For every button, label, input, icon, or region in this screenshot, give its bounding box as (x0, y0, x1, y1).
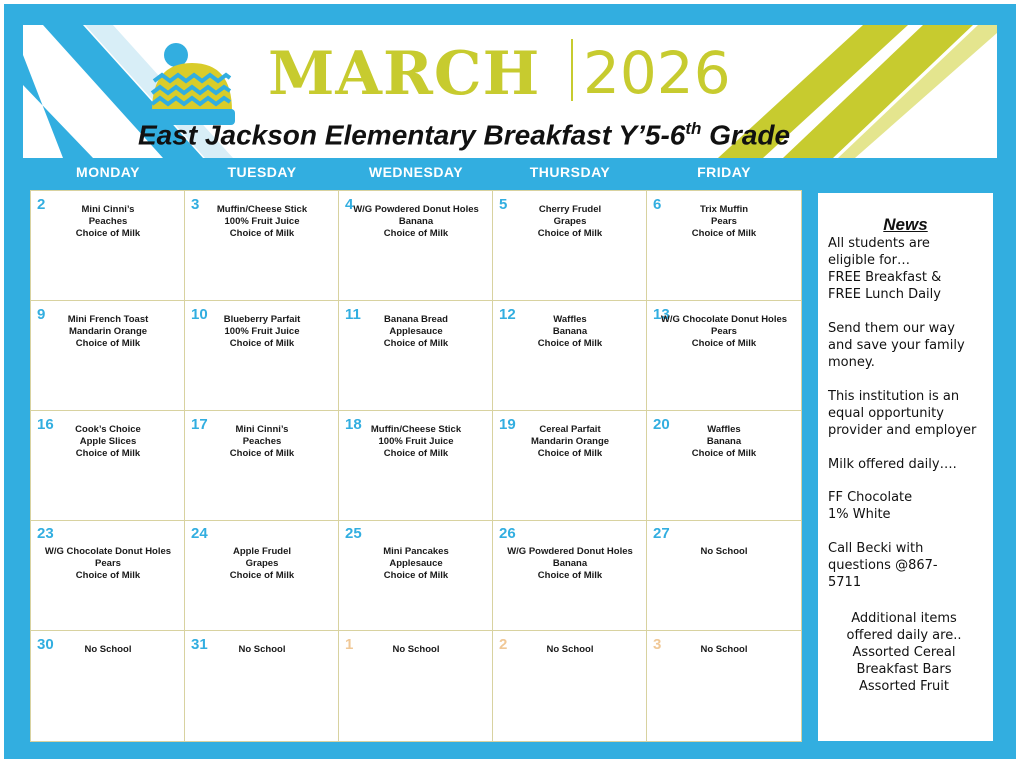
menu-items (185, 546, 339, 582)
day-number: 25 (345, 525, 362, 542)
day-number: 13 (653, 306, 670, 323)
news-line: 5711 (828, 575, 862, 590)
calendar-day-cell (31, 411, 185, 521)
menu-item: Pears (711, 326, 737, 337)
menu-item: 100% Fruit Juice (224, 326, 300, 337)
calendar-day-cell (647, 301, 801, 411)
calendar-day-cell (185, 301, 339, 411)
menu-item: 100% Fruit Juice (378, 436, 454, 447)
calendar-day-cell (647, 521, 801, 631)
menu-item: Choice of Milk (691, 338, 757, 349)
calendar-day-cell (339, 411, 493, 521)
menu-items (31, 204, 185, 240)
menu-items (493, 204, 647, 240)
menu-items (493, 424, 647, 460)
menu-item: Banana (552, 326, 588, 337)
news-line: eligible for… (828, 253, 910, 268)
calendar-day-cell (339, 631, 493, 741)
menu-items (647, 644, 801, 656)
calendar-day-cell (493, 521, 647, 631)
news-line: offered daily are.. (846, 628, 962, 643)
subtitle-sup: th (685, 119, 702, 138)
calendar-day-cell (647, 411, 801, 521)
day-number: 3 (653, 636, 662, 653)
menu-item: Muffin/Cheese Stick (216, 204, 308, 215)
menu-item: Mini Cinni’s (81, 204, 135, 215)
menu-item: Applesauce (389, 326, 443, 337)
day-number: 18 (345, 416, 362, 433)
menu-items (493, 644, 647, 656)
menu-items (185, 424, 339, 460)
menu-items (493, 314, 647, 350)
menu-item: 100% Fruit Juice (224, 216, 300, 227)
menu-item: No School (84, 644, 132, 655)
menu-item: Cereal Parfait (539, 424, 601, 435)
calendar-day-cell (185, 631, 339, 741)
menu-item: Peaches (88, 216, 128, 227)
month-title: MARCH (268, 39, 541, 109)
news-line: FREE Lunch Daily (828, 287, 941, 302)
menu-item: No School (392, 644, 440, 655)
menu-items (339, 546, 493, 582)
menu-item: No School (238, 644, 286, 655)
calendar-day-cell (647, 631, 801, 741)
menu-items (31, 314, 185, 350)
menu-items (647, 546, 801, 558)
menu-items (185, 314, 339, 350)
menu-item: Choice of Milk (75, 228, 141, 239)
menu-item: Waffles (707, 424, 741, 435)
calendar-day-cell (647, 191, 801, 301)
news-send-them (828, 320, 988, 371)
menu-item: Choice of Milk (229, 570, 295, 581)
news-line: and save your family (828, 338, 965, 353)
news-line: equal opportunity (828, 406, 944, 421)
menu-item: Muffin/Cheese Stick (370, 424, 462, 435)
calendar-day-cell (31, 521, 185, 631)
day-number: 3 (191, 196, 200, 213)
menu-items (31, 546, 185, 582)
menu-item: Apple Slices (79, 436, 137, 447)
calendar-day-cell (185, 191, 339, 301)
news-line: This institution is an (828, 389, 960, 404)
news-line: Breakfast Bars (856, 662, 952, 677)
menu-item: Mini Cinni’s (235, 424, 289, 435)
news-line: FF Chocolate (828, 490, 913, 505)
menu-item: No School (700, 644, 748, 655)
weekday-header-monday: MONDAY (76, 164, 140, 180)
menu-items (647, 204, 801, 240)
menu-item: Choice of Milk (537, 228, 603, 239)
menu-item: Grapes (553, 216, 587, 227)
menu-item: Banana Bread (384, 314, 448, 325)
menu-items (647, 424, 801, 460)
day-number: 4 (345, 196, 354, 213)
header-banner (23, 25, 997, 158)
year-text: 2026 (583, 39, 731, 107)
day-number: 11 (345, 306, 361, 323)
menu-item: Applesauce (389, 558, 443, 569)
menu-item: Choice of Milk (229, 448, 295, 459)
menu-item: W/G Powdered Donut Holes (507, 546, 633, 557)
news-institution (828, 388, 988, 439)
menu-item: Choice of Milk (383, 570, 449, 581)
menu-item: W/G Chocolate Donut Holes (44, 546, 172, 557)
news-additional-items (824, 610, 984, 695)
menu-item: Choice of Milk (229, 228, 295, 239)
calendar-day-cell (493, 191, 647, 301)
menu-items (647, 314, 801, 350)
menu-items (31, 644, 185, 656)
calendar-day-cell (493, 631, 647, 741)
subtitle-end: Grade (701, 119, 791, 151)
day-number: 24 (191, 525, 208, 542)
year-title (571, 39, 731, 107)
calendar-day-cell (493, 411, 647, 521)
calendar-day-cell (31, 631, 185, 741)
menu-item: Peaches (242, 436, 282, 447)
news-line: Call Becki with (828, 541, 924, 556)
menu-item: Mini Pancakes (383, 546, 449, 557)
menu-items (339, 644, 493, 656)
menu-items (185, 204, 339, 240)
menu-items (339, 424, 493, 460)
day-number: 16 (37, 416, 54, 433)
news-title: News (883, 215, 928, 234)
news-line: Milk offered daily…. (828, 457, 957, 472)
news-line: Assorted Fruit (858, 679, 950, 694)
day-number: 17 (191, 416, 208, 433)
menu-item: Trix Muffin (699, 204, 749, 215)
menu-items (339, 204, 493, 240)
news-line: All students are (828, 236, 930, 251)
news-eligibility (828, 235, 988, 303)
menu-item: W/G Powdered Donut Holes (353, 204, 479, 215)
menu-item: Choice of Milk (75, 448, 141, 459)
menu-items (31, 424, 185, 460)
news-line: 1% White (828, 507, 891, 522)
calendar-day-cell (339, 191, 493, 301)
weekday-header-tuesday: TUESDAY (227, 164, 297, 180)
day-number: 19 (499, 416, 516, 433)
weekday-header-thursday: THURSDAY (529, 164, 611, 180)
day-number: 31 (191, 636, 208, 653)
calendar-day-cell (339, 521, 493, 631)
menu-item: Choice of Milk (691, 448, 757, 459)
menu-item: Choice of Milk (383, 228, 449, 239)
news-milk (828, 456, 988, 473)
day-number: 26 (499, 525, 516, 542)
news-line: FREE Breakfast & (828, 270, 942, 285)
menu-item: Choice of Milk (383, 338, 449, 349)
day-number: 1 (345, 636, 354, 653)
calendar-day-cell (31, 301, 185, 411)
menu-item: Choice of Milk (75, 338, 141, 349)
menu-item: Apple Frudel (232, 546, 292, 557)
weekday-header-friday: FRIDAY (697, 164, 751, 180)
menu-item: Mini French Toast (67, 314, 149, 325)
day-number: 6 (653, 196, 662, 213)
news-panel (818, 193, 993, 741)
news-line: questions @867- (828, 558, 938, 573)
calendar-day-cell (185, 521, 339, 631)
menu-item: Choice of Milk (537, 338, 603, 349)
menu-item: Banana (552, 558, 588, 569)
calendar-day-cell (339, 301, 493, 411)
menu-item: Choice of Milk (75, 570, 141, 581)
day-number: 2 (499, 636, 508, 653)
day-number: 12 (499, 306, 516, 323)
news-line: provider and employer (828, 423, 977, 438)
calendar-day-cell (31, 191, 185, 301)
day-number: 2 (37, 196, 46, 213)
menu-items (493, 546, 647, 582)
subtitle-main: East Jackson Elementary Breakfast Y’5-6 (138, 119, 686, 151)
menu-item: Cook’s Choice (75, 424, 141, 435)
day-number: 9 (37, 306, 46, 323)
menu-item: No School (546, 644, 594, 655)
day-number: 20 (653, 416, 670, 433)
day-number: 23 (37, 525, 54, 542)
menu-item: Pears (711, 216, 737, 227)
menu-items (339, 314, 493, 350)
day-number: 27 (653, 525, 670, 542)
menu-item: Pears (95, 558, 121, 569)
calendar-day-cell (185, 411, 339, 521)
calendar-day-cell (493, 301, 647, 411)
menu-item: No School (700, 546, 748, 557)
news-line: Assorted Cereal (852, 645, 956, 660)
menu-item: Blueberry Parfait (223, 314, 301, 325)
news-contact (828, 540, 988, 591)
calendar-grid (30, 190, 802, 742)
menu-item: Grapes (245, 558, 279, 569)
menu-item: Banana (706, 436, 742, 447)
menu-item: Choice of Milk (537, 448, 603, 459)
menu-item: Mandarin Orange (530, 436, 610, 447)
news-milk-types (828, 489, 988, 523)
news-line: money. (828, 355, 875, 370)
menu-item: Choice of Milk (383, 448, 449, 459)
menu-item: Banana (398, 216, 434, 227)
news-line: Additional items (851, 611, 957, 626)
menu-item: Choice of Milk (537, 570, 603, 581)
menu-item: Choice of Milk (229, 338, 295, 349)
menu-item: Waffles (553, 314, 587, 325)
day-number: 5 (499, 196, 508, 213)
news-line: Send them our way (828, 321, 955, 336)
menu-item: Mandarin Orange (68, 326, 148, 337)
menu-item: Choice of Milk (691, 228, 757, 239)
weekday-header-wednesday: WEDNESDAY (368, 164, 464, 180)
day-number: 10 (191, 306, 208, 323)
calendar-subtitle (138, 119, 790, 151)
menu-items (185, 644, 339, 656)
day-number: 30 (37, 636, 54, 653)
menu-item: W/G Chocolate Donut Holes (660, 314, 788, 325)
menu-item: Cherry Frudel (538, 204, 602, 215)
